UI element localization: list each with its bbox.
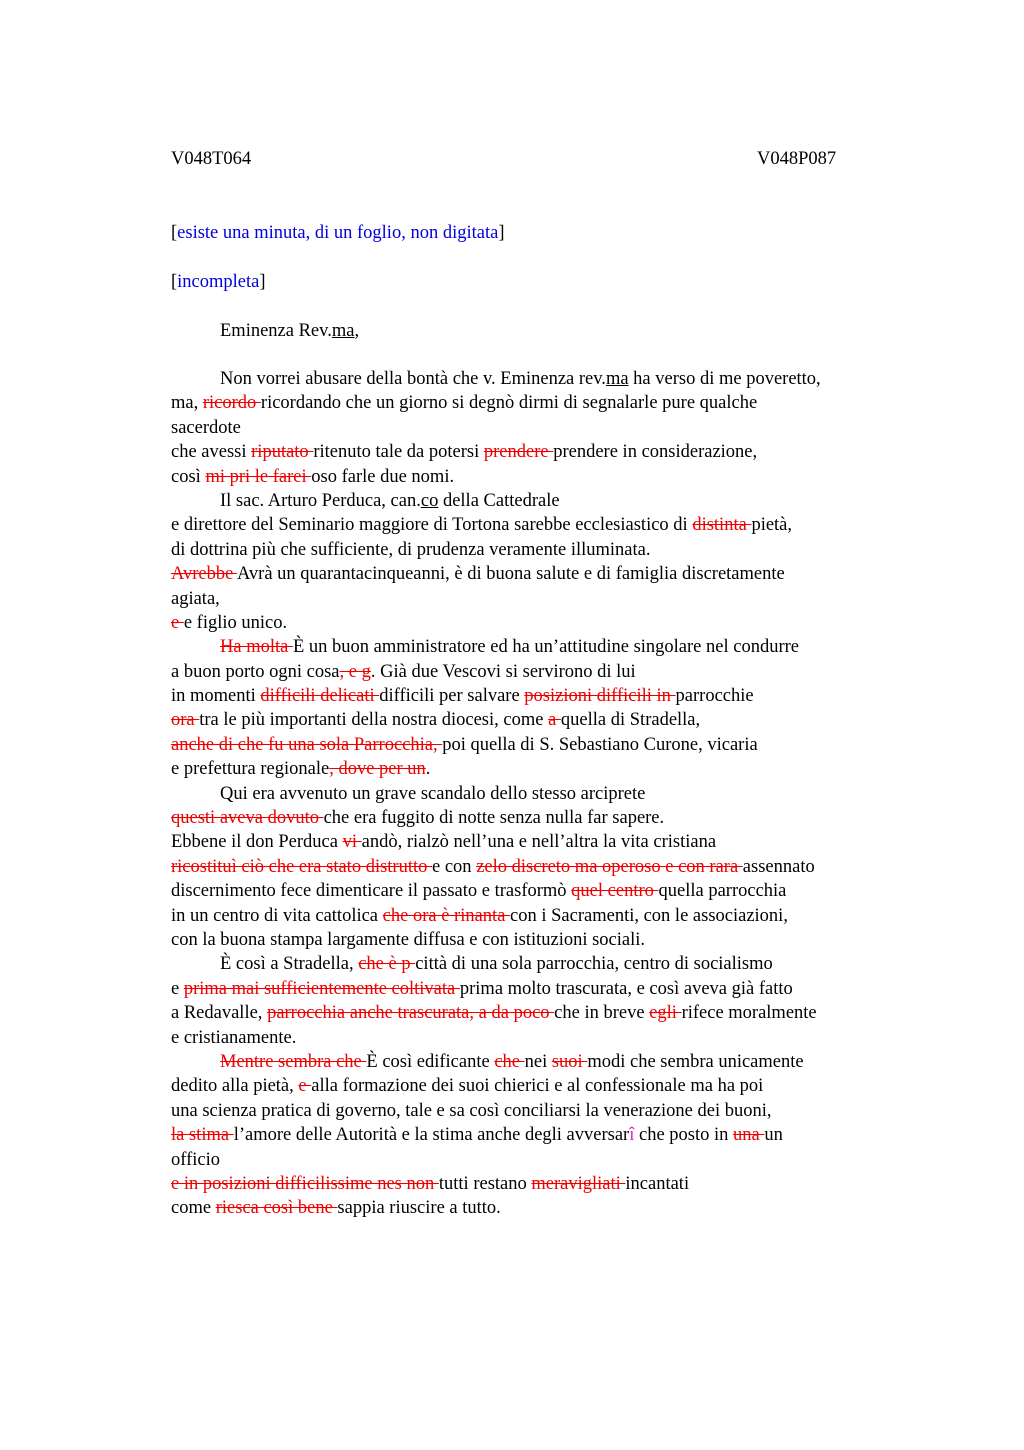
text-segment: e con (432, 856, 477, 877)
salutation-end: , (354, 321, 360, 341)
text-segment: e direttore del Seminario maggiore di Tortona sarebbe ecclesiastico di (171, 515, 693, 536)
deleted-text: e (298, 1076, 312, 1097)
editor-note-minuta-text: esiste una minuta, di un foglio, non digitata (177, 223, 499, 243)
text-segment: officio (171, 1149, 220, 1170)
deleted-text: e (171, 612, 184, 633)
deleted-text: a (548, 710, 561, 731)
text-segment: dedito alla pietà, (171, 1076, 299, 1097)
text-line (171, 757, 931, 781)
text-segment: ma, (171, 393, 203, 414)
text-segment: pietà, (751, 515, 793, 536)
text-segment: Ebbene il don Perduca (171, 832, 343, 853)
text-segment: parrocchie (675, 686, 754, 707)
text-segment: . (425, 759, 431, 780)
deleted-text: riputato (251, 442, 314, 463)
deleted-text: anche di che fu una sola Parrocchia, (171, 734, 443, 755)
deleted-text: , dove per un (329, 759, 426, 780)
text-segment: È così edificante (366, 1051, 495, 1072)
deleted-text: la stima (171, 1125, 234, 1146)
text-line (171, 1196, 931, 1220)
text-segment: sappia riuscire a tutto. (337, 1198, 501, 1219)
text-segment: un (764, 1125, 783, 1146)
text-segment: e (171, 978, 184, 999)
text-line (171, 611, 931, 635)
deleted-text: che (494, 1051, 525, 1072)
text-segment: Non vorrei abusare della bontà che v. Eminenza rev. (220, 369, 606, 389)
deleted-text: prima mai sufficientemente coltivata (183, 978, 460, 999)
text-segment: oso farle due nomi. (311, 466, 455, 487)
text-segment: È così a Stradella, (220, 954, 359, 975)
text-line (171, 708, 931, 732)
deleted-text: che ora è rinanta (382, 905, 511, 926)
text-line (171, 367, 931, 391)
text-line (171, 1050, 931, 1074)
deleted-text: Avrebbe (171, 564, 237, 585)
text-segment: e prefettura regionale (171, 759, 330, 780)
text-line (171, 440, 931, 464)
document-code-left: V048T064 (171, 149, 252, 169)
letter-body (171, 367, 931, 1221)
text-segment: con i Sacramenti, con le associazioni, (510, 905, 788, 926)
deleted-text: , e g (339, 661, 371, 682)
text-segment: poi quella di S. Sebastiano Curone, vicaria (442, 734, 758, 755)
text-line (171, 928, 931, 952)
text-segment: che posto in (634, 1125, 734, 1146)
text-segment: andò, rialzò nell’una e nell’altra la vita cristiana (361, 832, 717, 853)
text-segment: ritenuto tale da potersi (313, 442, 484, 463)
text-segment: È un buon amministratore ed ha un’attitudine singolare nel condurre (292, 637, 799, 658)
text-line (171, 489, 931, 513)
text-segment: prendere in considerazione, (553, 442, 758, 463)
text-line (171, 538, 931, 562)
text-line (171, 391, 931, 415)
text-segment: così (171, 466, 206, 487)
text-segment: . Già due Vescovi si servirono di lui (370, 661, 636, 682)
text-line (171, 1074, 931, 1098)
text-segment: modi che sembra unicamente (587, 1051, 804, 1072)
deleted-text: posizioni difficili in (524, 686, 676, 707)
deleted-text: Mentre sembra che (220, 1051, 367, 1072)
text-line (171, 977, 931, 1001)
text-segment: quella di Stradella, (560, 710, 701, 731)
text-line (171, 733, 931, 757)
deleted-text: meravigliati (531, 1173, 626, 1194)
salutation-abbreviation: ma (331, 321, 355, 341)
text-line (171, 416, 931, 440)
text-segment: assennato (742, 856, 815, 877)
text-segment: a Redavalle, (171, 1003, 268, 1024)
editor-note-minuta: [esiste una minuta, di un foglio, non digitata] (171, 223, 505, 243)
text-segment: che in breve (554, 1003, 650, 1024)
text-line (171, 660, 931, 684)
salutation (220, 319, 359, 343)
text-segment: a buon porto ogni cosa (171, 661, 340, 682)
text-line (171, 806, 931, 830)
text-line (171, 513, 931, 537)
text-segment: tutti restano (438, 1173, 532, 1194)
text-line (171, 1172, 931, 1196)
text-segment: ricordando che un giorno si degnò dirmi di segnalarle pure qualche (260, 393, 758, 414)
deleted-text: mi pri le farei (205, 466, 312, 487)
deleted-text: distinta (692, 515, 752, 536)
text-line (171, 1099, 931, 1123)
text-line (171, 1123, 931, 1147)
text-segment: di dottrina più che sufficiente, di prudenza veramente illuminata. (171, 539, 651, 560)
text-segment: quella parrocchia (658, 881, 787, 902)
text-line (171, 855, 931, 879)
deleted-text: e in posizioni difficilissime nes non (171, 1173, 439, 1194)
text-segment: alla formazione dei suoi chierici e al confessionale ma ha poi (311, 1076, 764, 1097)
text-segment: con la buona stampa largamente diffusa e con istituzioni sociali. (171, 929, 646, 950)
text-segment: tra le più importanti della nostra diocesi, come (199, 710, 549, 731)
text-segment: città di una sola parrocchia, centro di socialismo (415, 954, 773, 975)
text-segment: e figlio unico. (183, 612, 288, 633)
editor-note-incompleta-text: incompleta (177, 272, 260, 292)
text-line (171, 879, 931, 903)
text-segment: difficili per salvare (379, 686, 525, 707)
deleted-text: quel centro (571, 881, 659, 902)
text-segment: Il sac. Arturo Perduca, can. (220, 490, 421, 511)
deleted-text: parrocchia anche trascurata, a da poco (267, 1003, 555, 1024)
text-segment: Avrà un quarantacinqueanni, è di buona salute e di famiglia discretamente (236, 564, 785, 585)
deleted-text: Ha molta (220, 637, 293, 658)
text-line (171, 1001, 931, 1025)
text-segment: e cristianamente. (171, 1027, 297, 1048)
text-line (171, 830, 931, 854)
deleted-text: vi (342, 832, 362, 853)
text-segment: in momenti (171, 686, 261, 707)
deleted-text: ricostituì ciò che era stato distrutto (171, 856, 432, 877)
text-segment: Qui era avvenuto un grave scandalo dello stesso arciprete (220, 783, 646, 804)
text-line (171, 562, 931, 586)
deleted-text: questi aveva dovuto (171, 808, 324, 829)
text-line (171, 684, 931, 708)
deleted-text: suoi (551, 1051, 588, 1072)
text-line (171, 904, 931, 928)
marked-character: î (629, 1125, 635, 1146)
text-segment: della Cattedrale (438, 490, 560, 511)
text-segment: in un centro di vita cattolica (171, 905, 383, 926)
deleted-text: zelo discreto ma operoso e con rara (476, 856, 743, 877)
deleted-text: che è p (358, 954, 416, 975)
text-line (171, 1026, 931, 1050)
deleted-text: una (733, 1125, 765, 1146)
deleted-text: ricordo (202, 393, 261, 414)
text-segment: discernimento fece dimenticare il passato e trasformò (171, 881, 572, 902)
text-segment: rifece moralmente (681, 1003, 817, 1024)
text-segment: prima molto trascurata, e così aveva già fatto (459, 978, 793, 999)
text-segment: ha verso di me poveretto, (628, 369, 821, 389)
deleted-text: egli (649, 1003, 682, 1024)
abbreviation-text: co (420, 490, 439, 511)
deleted-text: prendere (483, 442, 554, 463)
text-line (171, 952, 931, 976)
text-line (171, 465, 931, 489)
deleted-text: ora (171, 710, 200, 731)
deleted-text: riesca così bene (215, 1198, 338, 1219)
text-segment: come (171, 1198, 216, 1219)
editor-note-incompleta: [incompleta] (171, 272, 266, 292)
text-line (171, 587, 931, 611)
abbreviation-text: ma (605, 369, 629, 389)
text-segment: che era fuggito di notte senza nulla far sapere. (323, 808, 665, 829)
deleted-text: difficili delicati (260, 686, 380, 707)
document-code-right: V048P087 (757, 149, 837, 169)
salutation-text: Eminenza Rev. (220, 321, 332, 341)
text-line (171, 782, 931, 806)
text-segment: una scienza pratica di governo, tale e sa così conciliarsi la venerazione dei buoni, (171, 1100, 772, 1121)
text-segment: che avessi (171, 442, 252, 463)
text-segment: nei (524, 1051, 552, 1072)
text-segment: incantati (625, 1173, 690, 1194)
text-segment: l’amore delle Autorità e la stima anche degli avversar (233, 1125, 630, 1146)
text-segment: agiata, (171, 588, 220, 609)
text-line (171, 1148, 931, 1172)
text-segment: sacerdote (171, 417, 241, 438)
text-line (171, 635, 931, 659)
